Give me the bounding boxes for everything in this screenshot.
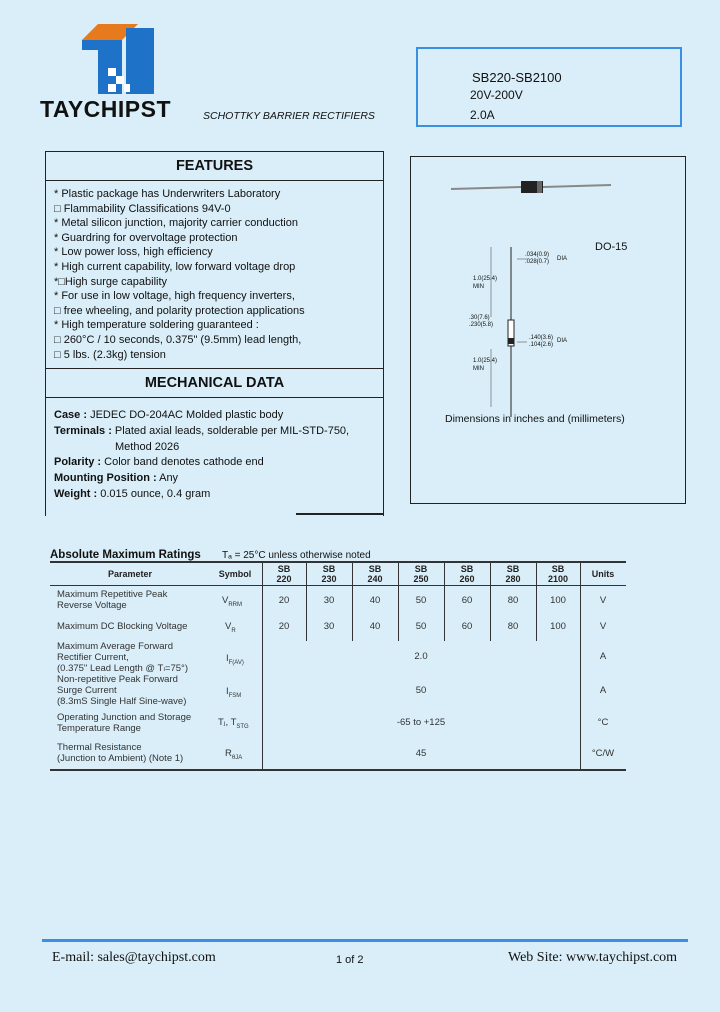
mechanical-title: MECHANICAL DATA (46, 368, 383, 398)
header-sb (306, 564, 352, 584)
product-subtitle: SCHOTTKY BARRIER RECTIFIERS (203, 110, 375, 122)
value-cell: 50 (415, 685, 427, 696)
part-code: 2100 (547, 574, 569, 584)
value-cell: 40 (369, 595, 381, 606)
case-value: JEDEC DO-204AC Molded plastic body (87, 409, 284, 421)
sb-prefix: SB (460, 564, 474, 574)
table-rule (50, 769, 626, 771)
symbol-sub: R (231, 627, 236, 634)
dim-text: .140(3.6) (529, 335, 554, 341)
param-line: Reverse Voltage (57, 600, 127, 611)
dim-text: 1.0(25.4) (473, 276, 498, 282)
features-panel (45, 151, 384, 516)
features-list (54, 187, 305, 362)
table-row-param: Maximum DC Blocking Voltage (57, 621, 188, 632)
symbol (225, 748, 242, 761)
header-sb (398, 564, 444, 584)
terminals-value: Plated axial leads, solderable per MIL-STD-750, (111, 424, 350, 437)
mounting-row (54, 471, 349, 487)
symbol-main: V (225, 621, 232, 632)
list-item: □ Flammability Classifications 94V-0 (54, 202, 231, 215)
weight-row (54, 487, 349, 503)
sb-prefix: SB (322, 564, 336, 574)
symbol-sub: F(AV) (228, 659, 244, 666)
dim-text: 1.0(25.4) (473, 358, 498, 364)
dim-text: .034(0.9) (525, 252, 550, 258)
package-name: DO-15 (595, 241, 628, 253)
current-rating: 2.0A (470, 108, 495, 122)
dim-text: .028(0.7) (525, 259, 550, 265)
header-sb (536, 564, 580, 584)
value-cell: 60 (461, 621, 473, 632)
symbol (226, 686, 241, 699)
footer-website[interactable]: Web Site: www.taychipst.com (508, 950, 678, 965)
param-line: Maximum Repetitive Peak (57, 589, 168, 600)
symbol-sub: STG (236, 723, 249, 730)
lead-length-dim-2 (473, 357, 497, 373)
part-code: 220 (276, 574, 292, 584)
polarity-row (54, 455, 349, 471)
list-item: *□High surge capability (54, 275, 168, 288)
mounting-label: Mounting Position : (54, 472, 157, 485)
param-line: Non-repetitive Peak Forward (57, 674, 178, 685)
table-row-param (57, 589, 167, 611)
table-rule (50, 561, 626, 563)
terminals-method: Method 2026 (115, 440, 180, 453)
sb-prefix: SB (551, 564, 565, 574)
features-title: FEATURES (46, 152, 383, 181)
package-diagram-panel (410, 156, 686, 504)
table-rule (398, 585, 399, 641)
unit-cell: °C/W (591, 748, 615, 759)
lead-length-dim (473, 275, 497, 291)
param-line: (8.3mS Single Half Sine-wave) (57, 696, 187, 707)
mounting-value: Any (156, 472, 179, 485)
symbol-main: R (225, 748, 232, 759)
value-cell: 45 (415, 748, 427, 759)
polarity-value: Color band denotes cathode end (101, 456, 264, 469)
param-line: Surge Current (57, 685, 117, 696)
header-symbol: Symbol (218, 569, 252, 579)
value-cell: 2.0 (414, 651, 428, 662)
symbol-sub: θJA (231, 754, 243, 761)
symbol-sub: FSM (228, 692, 242, 699)
table-rule (306, 585, 307, 641)
sb-prefix: SB (414, 564, 428, 574)
terminals-row (54, 424, 349, 440)
list-item: * High current capability, low forward voltage drop (54, 260, 296, 273)
value-cell: 60 (461, 595, 473, 606)
part-code: 260 (459, 574, 475, 584)
page-number: 1 of 2 (336, 954, 364, 966)
value-cell: 30 (323, 595, 335, 606)
part-code: 230 (321, 574, 337, 584)
symbol-main: Tⱼ, T (218, 717, 237, 728)
part-code: 250 (413, 574, 429, 584)
dim-text: .104(2.6) (529, 342, 554, 348)
list-item: * Plastic package has Underwriters Laboratory (54, 188, 281, 200)
header-parameter: Parameter (107, 569, 153, 579)
table-row-param (57, 641, 188, 674)
dim-text: MIN (473, 284, 484, 290)
value-cell: 100 (550, 595, 566, 606)
ratings-note: Tₐ = 25°C unless otherwise noted (222, 550, 371, 561)
list-item: * Metal silicon junction, majority carrier conduction (54, 217, 298, 230)
taychipst-logo (78, 20, 156, 98)
unit-cell: A (599, 651, 607, 662)
voltage-range: 20V-200V (470, 88, 523, 102)
list-item: * High temperature soldering guaranteed : (54, 319, 259, 332)
value-cell: 50 (415, 595, 427, 606)
param-line: Rectifier Current, (57, 652, 129, 663)
list-item: * Guardring for overvoltage protection (54, 231, 238, 244)
header-units: Units (591, 569, 615, 579)
table-rule (444, 585, 445, 641)
table-row-param (57, 742, 183, 764)
value-cell: 20 (278, 621, 290, 632)
param-line: Operating Junction and Storage (57, 712, 192, 723)
diode-drawing (411, 157, 685, 503)
param-line: Temperature Range (57, 723, 141, 734)
list-item: □ 260°C / 10 seconds, 0.375" (9.5mm) lead length, (54, 333, 302, 346)
param-line: (Junction to Ambient) (Note 1) (57, 753, 184, 764)
body-length-dim (469, 315, 493, 329)
unit-cell: A (599, 685, 607, 696)
terminals-label: Terminals : (54, 424, 112, 437)
value-cell: 50 (415, 621, 427, 632)
footer-rule (42, 939, 688, 942)
symbol (218, 717, 249, 730)
dim-text: MIN (473, 366, 484, 372)
table-rule (262, 585, 263, 769)
body-diameter-dim (529, 335, 553, 349)
symbol-main: I (226, 686, 229, 697)
value-cell: 40 (369, 621, 381, 632)
symbol (226, 653, 244, 666)
dim-text: .30(7.6) (469, 315, 490, 321)
param-line: Maximum Average Forward (57, 641, 173, 652)
part-code: 240 (367, 574, 383, 584)
polarity-label: Polarity : (54, 456, 102, 469)
param-line: Thermal Resistance (57, 742, 142, 753)
table-row-param (57, 712, 191, 734)
symbol (225, 621, 236, 634)
header-sb (262, 564, 306, 584)
sb-prefix: SB (506, 564, 520, 574)
unit-cell: °C (597, 717, 609, 728)
weight-value: 0.015 ounce, 0.4 gram (97, 487, 211, 500)
symbol-main: V (222, 595, 229, 606)
table-rule (580, 585, 581, 641)
table-rule (352, 585, 353, 641)
table-rule (490, 585, 491, 641)
dimension-caption: Dimensions in inches and (millimeters) (445, 413, 625, 425)
header-sb (490, 564, 536, 584)
table-row-param (57, 674, 186, 707)
sb-prefix: SB (368, 564, 382, 574)
lead-diameter-dim (525, 252, 549, 266)
symbol (222, 595, 242, 608)
value-cell: 20 (278, 595, 290, 606)
dim-dia-label: DIA (557, 256, 568, 262)
value-cell: 80 (507, 595, 519, 606)
footer-email[interactable]: E-mail: sales@taychipst.com (52, 950, 216, 965)
header-sb (444, 564, 490, 584)
list-item: □ free wheeling, and polarity protection applications (54, 304, 305, 317)
dim-dia-label-2: DIA (557, 338, 568, 344)
param-line: (0.375" Lead Length @ Tₗ=75°) (57, 663, 188, 674)
list-item: □ 5 lbs. (2.3kg) tension (54, 348, 166, 361)
table-rule (50, 585, 626, 586)
case-row (54, 408, 349, 424)
unit-cell: V (599, 621, 607, 632)
header-sb (352, 564, 398, 584)
list-item: * Low power loss, high efficiency (54, 246, 213, 259)
part-number-box (416, 47, 682, 127)
value-cell: 30 (323, 621, 335, 632)
symbol-main: I (226, 653, 229, 664)
unit-cell: V (599, 595, 607, 606)
list-item: * For use in low voltage, high frequency inverters, (54, 290, 295, 303)
part-number: SB220-SB2100 (472, 70, 562, 85)
brand-name: TAYCHIPST (40, 96, 172, 122)
value-cell: -65 to +125 (396, 717, 446, 728)
case-label: Case : (54, 409, 88, 421)
sb-prefix: SB (277, 564, 291, 574)
dim-text: .230(5.8) (469, 322, 494, 328)
mechanical-list (54, 408, 349, 503)
part-code: 280 (505, 574, 521, 584)
ratings-title: Absolute Maximum Ratings (50, 549, 201, 561)
table-rule (536, 585, 537, 641)
panel-bottom-line (296, 513, 384, 515)
weight-label: Weight : (54, 487, 98, 500)
symbol-sub: RRM (228, 601, 243, 608)
value-cell: 100 (550, 621, 566, 632)
value-cell: 80 (507, 621, 519, 632)
